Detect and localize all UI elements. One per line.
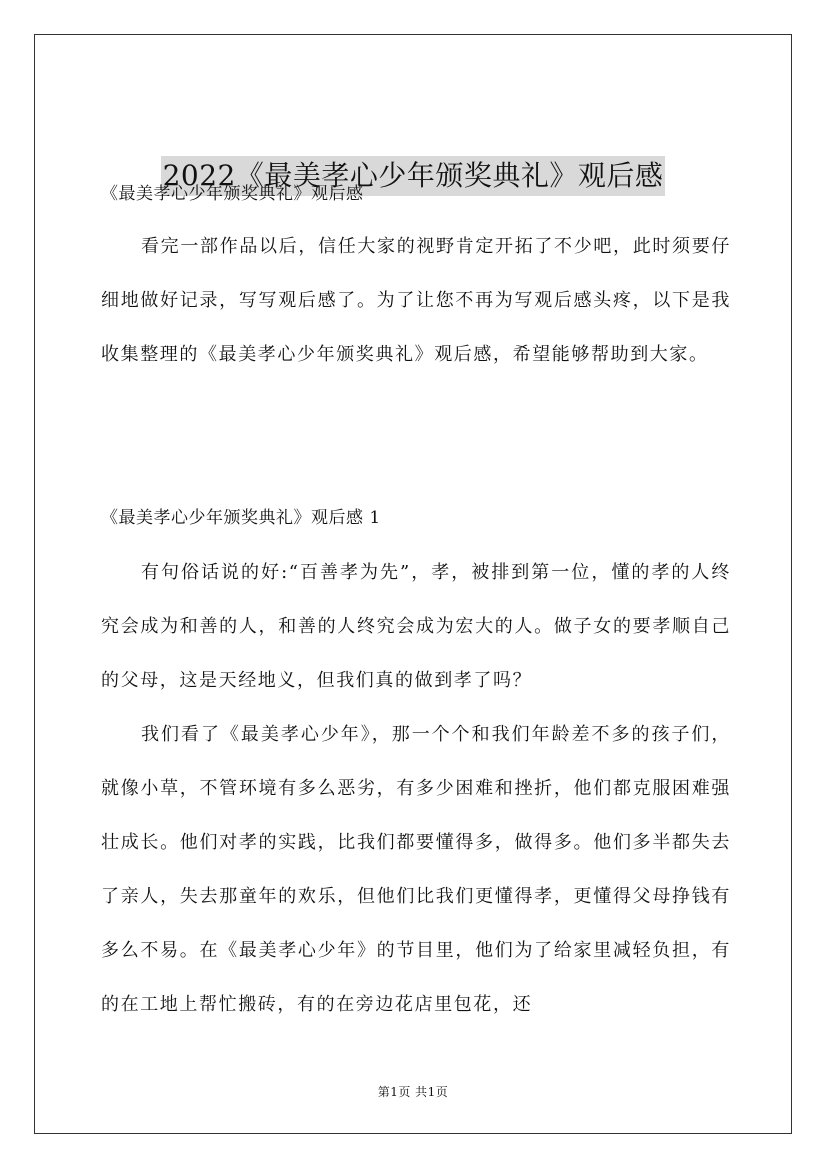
page-footer: 第1页 共1页 (377, 1085, 449, 1099)
document-subtitle: 《最美孝心少年颁奖典礼》观后感 (101, 184, 364, 204)
document-title: 2022《最美孝心少年颁奖典礼》观后感 (161, 156, 666, 196)
section-heading: 《最美孝心少年颁奖典礼》观后感 1 (101, 508, 381, 528)
intro-paragraph: 看完一部作品以后，信任大家的视野肯定开拓了不少吧，此时须要仔细地做好记录，写写观后感了。为了让您不再为写观后感头疼，以下是我收集整理的《最美孝心少年颁奖典礼》观后感，希望能够帮助到大家。 (101, 236, 731, 365)
body-paragraph-2: 我们看了《最美孝心少年》，那一个个和我们年龄差不多的孩子们，就像小草，不管环境有多么恶劣，有多少困难和挫折，他们都克服困难强壮成长。他们对孝的实践，比我们都要懂得多，做得多。他们多半都失去了亲人，失去那童年的欢乐，但他们比我们更懂得孝，更懂得父母挣钱有多么不易。在《最美孝心少年》的节目里，他们为了给家里减轻负担，有的在工地上帮忙搬砖，有的在旁边花店里包花，还 (101, 724, 731, 1015)
body-paragraph-1: 有句俗话说的好:“百善孝为先”，孝，被排到第一位，懂的孝的人终究会成为和善的人，和善的人终究会成为宏大的人。做子女的要孝顺自己的父母，这是天经地义，但我们真的做到孝了吗？ (101, 562, 731, 691)
document-page (34, 34, 792, 1134)
